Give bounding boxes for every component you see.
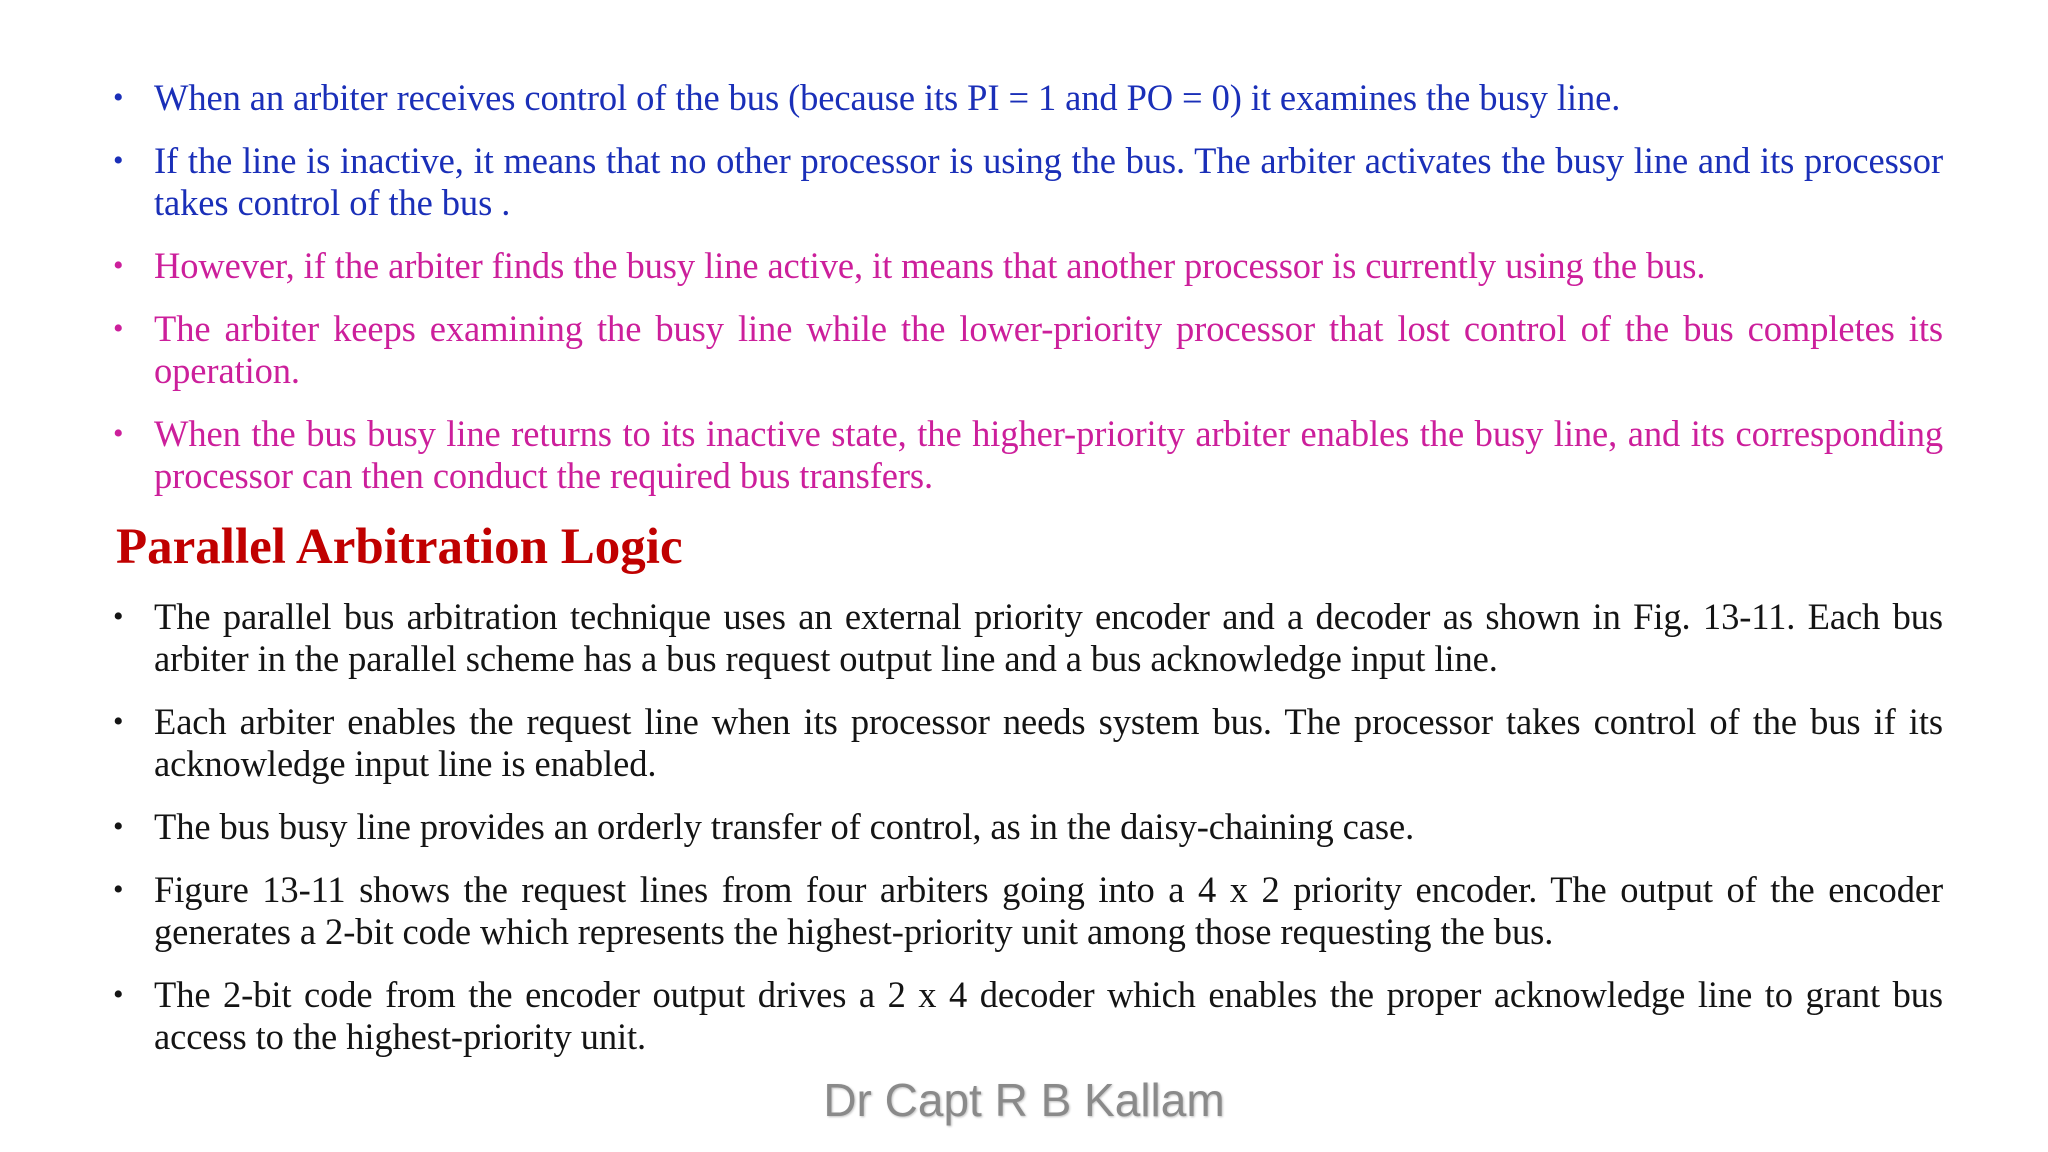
section-heading: Parallel Arbitration Logic bbox=[116, 519, 683, 575]
bullet-text: If the line is inactive, it means that no other processor is using the bus. The arbiter activates the busy line and its processor takes control of the bus . bbox=[154, 140, 1943, 223]
bullet-icon: • bbox=[113, 810, 124, 843]
bullet-text: However, if the arbiter finds the busy line active, it means that another processor is currently using the bus. bbox=[154, 245, 1706, 286]
bullet-icon: • bbox=[113, 249, 124, 282]
bullet-text: The bus busy line provides an orderly transfer of control, as in the daisy-chaining case. bbox=[154, 806, 1415, 847]
bullet-icon: • bbox=[113, 978, 124, 1011]
bullet-text: Figure 13-11 shows the request lines from four arbiters going into a 4 x 2 priority encoder. The output of the encoder generates a 2-bit code which represents the highest-priority unit among those requesting the bus. bbox=[154, 869, 1943, 952]
bullet-icon: • bbox=[113, 144, 124, 177]
bullet-text: The parallel bus arbitration technique uses an external priority encoder and a decoder as shown in Fig. 13-11. Each bus arbiter in the parallel scheme has a bus request output line and a bus acknowledge input line. bbox=[154, 596, 1943, 679]
bullet-text: When the bus busy line returns to its inactive state, the higher-priority arbiter enables the busy line, and its corresponding processor can then conduct the required bus transfers. bbox=[154, 413, 1943, 496]
bullet-text: The 2-bit code from the encoder output drives a 2 x 4 decoder which enables the proper acknowledge line to grant bus access to the highest-priority unit. bbox=[154, 974, 1943, 1057]
bullet-icon: • bbox=[113, 312, 124, 345]
bullet-text: When an arbiter receives control of the bus (because its PI = 1 and PO = 0) it examines the busy line. bbox=[154, 77, 1621, 118]
bullet-text: The arbiter keeps examining the busy line while the lower-priority processor that lost control of the bus completes its operation. bbox=[154, 308, 1943, 391]
bullet-text: Each arbiter enables the request line when its processor needs system bus. The processor takes control of the bus if its acknowledge input line is enabled. bbox=[154, 701, 1943, 784]
bullet-icon: • bbox=[113, 873, 124, 906]
bullet-icon: • bbox=[113, 417, 124, 450]
author-footer: Dr Capt R B Kallam bbox=[823, 1074, 1225, 1126]
bullet-icon: • bbox=[113, 600, 124, 633]
bullet-icon: • bbox=[113, 81, 124, 114]
bullet-icon: • bbox=[113, 705, 124, 738]
